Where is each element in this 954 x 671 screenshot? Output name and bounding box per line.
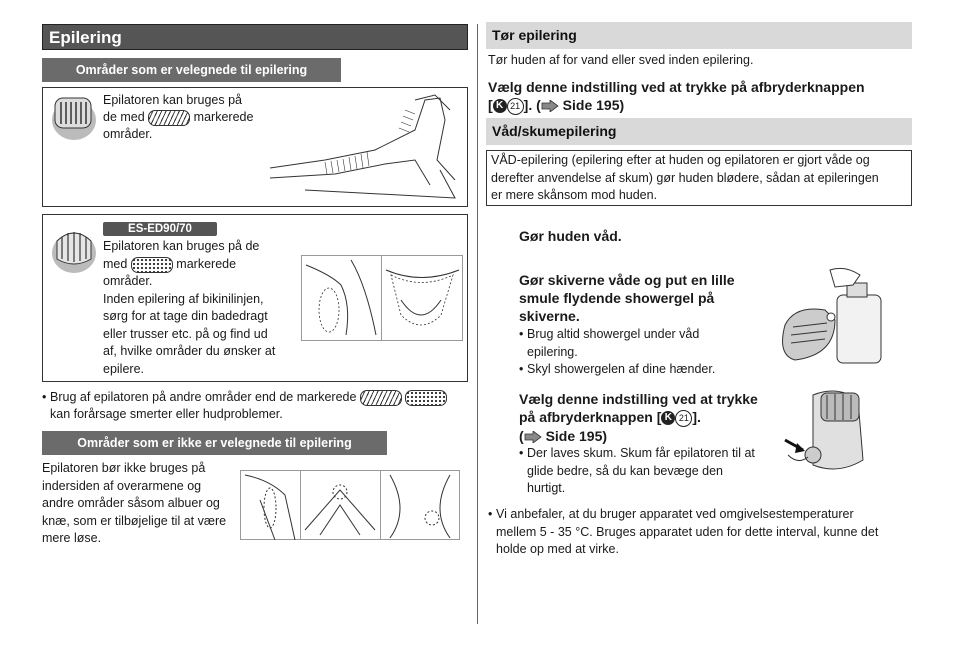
box1-line2b: markerede [193, 110, 254, 124]
box2-line4: Inden epilering af bikinilinjen, [103, 292, 264, 306]
wet-info-box [486, 150, 912, 206]
step2-bullet-2 [527, 361, 715, 379]
bracket-close: ]. [692, 409, 701, 425]
k-button-icon: K [493, 99, 507, 113]
box1-line2a: de med [103, 110, 145, 124]
epilator-button-illustration [783, 385, 883, 475]
paren-open: ( [519, 427, 524, 444]
bullet-text: Der laves skum. Skum får epilatoren til at [527, 446, 755, 460]
unsuitable-line: mere løse. [42, 531, 102, 545]
step3-ref [519, 427, 758, 445]
box2-line2a: med [103, 257, 128, 271]
step2 [519, 271, 735, 325]
bullet-text: hurtigt. [527, 481, 566, 495]
box2-line7: af, hvilke områder du ønsker at [103, 344, 276, 358]
unsuitable-areas-illustration [240, 470, 460, 540]
step3-line2 [519, 408, 758, 427]
unsuitable-line: Epilatoren bør ikke bruges på [42, 461, 206, 475]
step2-line: Gør skiverne våde og put en lille [519, 272, 735, 288]
bullet-text: Skyl showergelen af dine hænder. [527, 362, 716, 376]
page-arrow-icon [524, 431, 542, 443]
note-text: holde op med at virke. [496, 542, 619, 556]
note-line-1 [496, 506, 878, 524]
warning-text-1: Brug af epilatoren på andre områder end de markerede [50, 390, 357, 404]
note-text: Vi anbefaler, at du bruger apparatet ved omgivelsestemperaturer [496, 507, 854, 521]
dry-instruction [488, 78, 865, 115]
wet-epilation-header: Våd/skumepilering [486, 118, 912, 145]
box1-line2 [103, 109, 253, 127]
unsuitable-line: indersiden af overarmene og [42, 478, 202, 493]
step3-bullet-1 [527, 445, 755, 463]
step3-bullet [527, 445, 755, 498]
reference-number-icon: 21 [507, 98, 524, 115]
dotted-area-icon [131, 257, 173, 273]
unsuitable-line: knæ, som er tilbøjelige til at være [42, 513, 227, 528]
bullet-text: glide bedre, så du kan bevæge den [527, 463, 723, 478]
warning-line2: kan forårsage smerter eller hudproblemer. [50, 407, 283, 421]
dotted-area-icon [405, 390, 447, 406]
step2-line: smule flydende showergel på [519, 290, 715, 306]
bullet-text: Brug altid showergel under våd [527, 327, 700, 341]
box2-line6: eller trusser etc. på og find ud [103, 327, 268, 341]
bracket-open: [ [488, 97, 493, 113]
step1: Gør huden våd. [519, 228, 622, 244]
suitable-areas-header: Områder som er velegnede til epilering [42, 58, 341, 82]
step3 [519, 390, 758, 445]
suitable-box-1 [42, 87, 468, 207]
note-text: mellem 5 - 35 °C. Bruges apparatet uden for dette interval, kunne det [496, 524, 879, 539]
dry-epilation-text: Tør huden af for vand eller sved inden epilering. [488, 53, 754, 67]
box2-line8: epilere. [103, 362, 144, 376]
temperature-note [496, 506, 878, 559]
legs-illustration [265, 90, 465, 204]
step3-line: på afbryderknappen [ [519, 409, 662, 425]
page-arrow-icon [541, 100, 559, 112]
box1-line3: områder. [103, 127, 153, 141]
bullet-text: epilering. [527, 344, 578, 359]
epilator-head-icon [49, 223, 99, 275]
wet-info-line: VÅD-epilering (epilering efter at huden og epilatoren er gjort våde og [491, 153, 870, 167]
box2-line2 [103, 256, 236, 274]
box2-line2b: markerede [176, 257, 237, 271]
unsuitable-text [42, 460, 226, 548]
gel-bottle-illustration [775, 265, 885, 365]
underarm-bikini-illustration [301, 255, 463, 341]
box1-line1: Epilatoren kan bruges på [103, 93, 242, 107]
unsuitable-areas-header: Områder som er ikke er velegnede til epilering [42, 431, 387, 455]
bracket-close: ]. ( [523, 97, 541, 113]
dry-instruction-line2 [488, 96, 865, 115]
wet-info-line: derefter anvendelse af skum) gør huden blødere, sådan at epileringen [491, 170, 879, 185]
step2-bullet-1 [527, 326, 715, 344]
dry-epilation-header: Tør epilering [486, 22, 912, 49]
step2-bullets [527, 326, 715, 379]
side-reference: Side 195) [562, 97, 625, 113]
section-title: Epilering [42, 24, 468, 50]
unsuitable-line: andre områder såsom albuer og [42, 496, 220, 510]
suitable-box-2 [42, 214, 468, 382]
wet-info-line: er mere skånsom mod huden. [491, 188, 658, 202]
epilator-head-icon [49, 92, 99, 142]
box2-line3: områder. [103, 274, 153, 288]
dry-instruction-line1: Vælg denne indstilling ved at trykke på afbryderknappen [488, 79, 865, 95]
box2-line5: sørg for at tage din badedragt [103, 309, 268, 323]
box2-line1: Epilatoren kan bruges på de [103, 239, 260, 253]
step2-line: skiverne. [519, 308, 580, 324]
model-badge: ES-ED90/70 [103, 222, 217, 236]
hatched-area-icon [360, 390, 402, 406]
k-button-icon: K [661, 411, 675, 425]
reference-number-icon: 21 [675, 410, 692, 427]
hatched-area-icon [148, 110, 190, 126]
warning-line1 [50, 389, 447, 407]
column-divider [477, 24, 478, 624]
side-reference: Side 195) [545, 427, 608, 444]
step3-line: Vælg denne indstilling ved at trykke [519, 391, 758, 407]
